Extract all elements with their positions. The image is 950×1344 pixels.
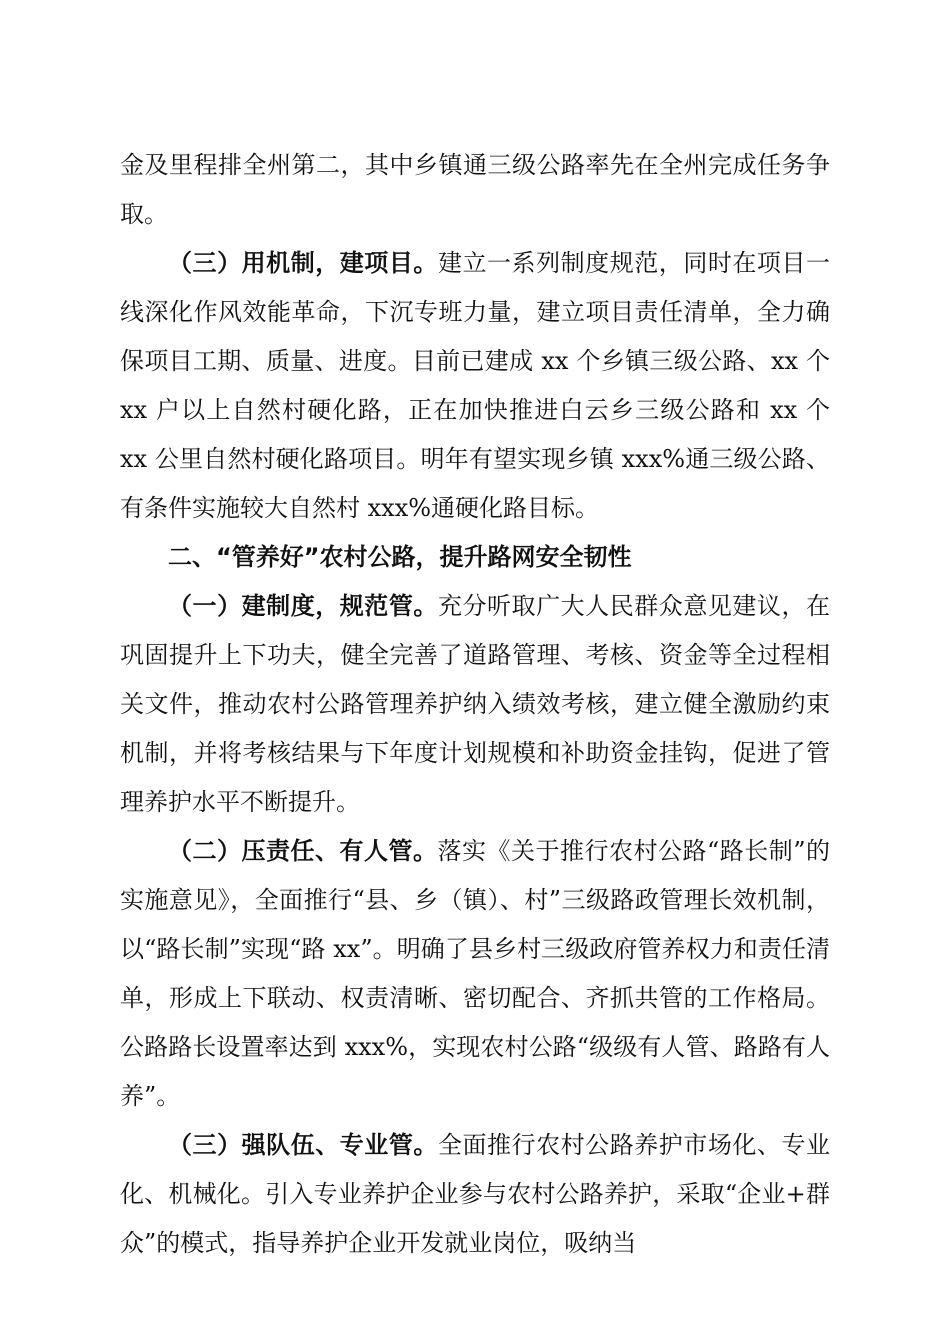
- section-heading: [120, 533, 830, 582]
- paragraph-professional-team: [120, 1121, 830, 1268]
- paragraph-text: 金及里程排全州第二，其中乡镇通三级公路率先在全州完成任务争取。: [120, 151, 830, 228]
- paragraph-responsibility: [120, 827, 830, 1121]
- paragraph-lead: （三）强队伍、专业管。: [168, 1131, 438, 1159]
- paragraph-lead: （三）用机制，建项目。: [168, 249, 438, 277]
- paragraph-system-management: [120, 582, 830, 827]
- paragraph-lead: （一）建制度，规范管。: [168, 592, 438, 620]
- paragraph-text: 落实《关于推行农村公路“路长制”的实施意见》，全面推行“县、乡（镇）、村”三级路政管理长效机制，以“路长制”实现“路 xx”。明确了县乡村三级政府管养权力和责任清单，形成上下联动、权责清晰、密切配合、齐抓共管的工作格局。公路路长设置率达到 xxx%，实现农村公路“级级有人管、路路有人养”。: [120, 837, 830, 1110]
- paragraph-text: 全面推行农村公路养护市场化、专业化、机械化。引入专业养护企业参与农村公路养护，采取“企业+群众”的模式，指导养护企业开发就业岗位，吸纳当: [120, 1131, 831, 1257]
- paragraph-text: 充分听取广大人民群众意见建议，在巩固提升上下功夫，健全完善了道路管理、考核、资金等全过程相关文件，推动农村公路管理养护纳入绩效考核，建立健全激励约束机制，并将考核结果与下年度计划规模和补助资金挂钩，促进了管理养护水平不断提升。: [120, 592, 831, 816]
- document-body: [120, 141, 830, 1268]
- paragraph-lead: （二）压责任、有人管。: [168, 837, 438, 865]
- section-heading-text: 二、“管养好”农村公路，提升路网安全韧性: [168, 543, 632, 571]
- paragraph-text: 建立一系列制度规范，同时在项目一线深化作风效能革命，下沉专班力量，建立项目责任清单，全力确保项目工期、质量、进度。目前已建成 xx 个乡镇三级公路、xx 个 xx 户以上自然村硬化路，正在加快推进白云乡三级公路和 xx 个 xx 公里自然村硬化路项目。明年有望实现乡镇 xxx%通三级公路、有条件实施较大自然村 xxx%通硬化路目标。: [120, 249, 831, 522]
- paragraph-mechanism-projects: [120, 239, 830, 533]
- paragraph-continuation: [120, 141, 830, 239]
